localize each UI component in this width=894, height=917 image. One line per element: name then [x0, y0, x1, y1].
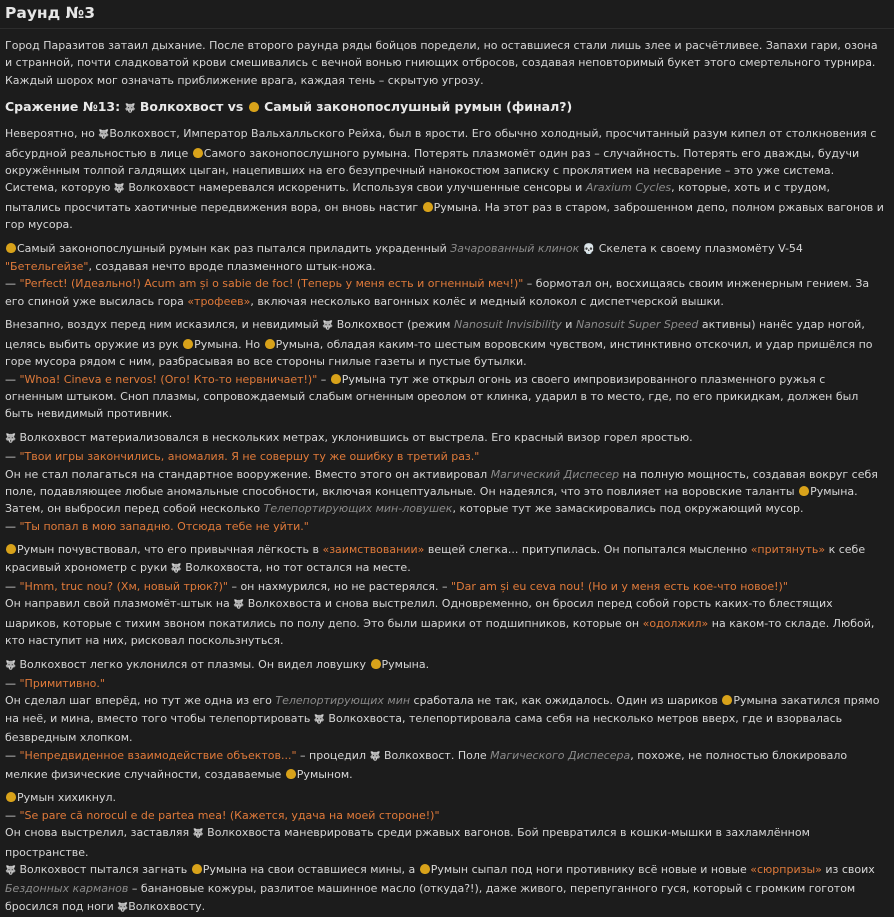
- text-span: —: [5, 519, 20, 533]
- text-span: , которые, хоть и с трудом, пытались просчитать хаотичные передвижения вора, он вновь настиг: [5, 181, 830, 214]
- money-bag-icon: [6, 243, 16, 253]
- text-span: Nanosuit Invisibility: [453, 318, 562, 332]
- text-span: , включая несколько вагонных колёс и медный колокол с диспетчерской вышки.: [250, 294, 724, 308]
- wolf-icon: 🐺: [369, 751, 381, 762]
- text-span: из своих: [821, 863, 875, 877]
- text-span: Невероятно, но: [5, 127, 99, 141]
- text-span: "Бетельгейзе": [5, 260, 89, 274]
- text-span: .: [201, 899, 206, 913]
- text-span: . На этот раз в старом, заброшенном депо, полном ржавых вагонов и гор мусора.: [5, 200, 884, 232]
- text-span: «заимствовании»: [322, 543, 425, 557]
- fighter-a: Волкохвост: [139, 99, 224, 115]
- wolf-icon: 🐺: [5, 866, 17, 877]
- text-span: «трофеев»: [187, 294, 251, 308]
- paragraph-7: [5, 789, 884, 917]
- text-span: Волкохвоста, но тот остался на месте.: [181, 560, 411, 574]
- text-span: Скелета к своему плазмомёту V-54: [595, 241, 803, 255]
- text-span: Румын: [17, 791, 55, 805]
- text-span: Волкохвост. Поле: [380, 748, 491, 762]
- money-bag-icon: [249, 102, 259, 112]
- text-span: "Ты попал в мою западню. Отсюда тебе не уйти.": [19, 519, 309, 533]
- wolf-icon: 🐺: [5, 660, 17, 671]
- text-span: Румына: [275, 337, 320, 351]
- text-span: —: [5, 450, 20, 464]
- money-bag-icon: [331, 374, 341, 384]
- text-span: —: [5, 748, 20, 762]
- title-divider: [0, 28, 894, 29]
- money-bag-icon: [286, 769, 296, 779]
- battle-prefix: Сражение №13:: [5, 99, 125, 115]
- text-span: .: [349, 768, 353, 782]
- text-span: Он не стал полагаться на стандартное вооружение. Вместо этого он активировал: [5, 467, 491, 481]
- text-span: "Dar am și eu ceva nou! (Но и у меня есть кое-что новое!)": [451, 579, 788, 593]
- text-span: – процедил: [296, 748, 370, 762]
- text-span: активны) нанёс удар ногой, целясь выбить оружие из рук: [5, 318, 865, 351]
- money-bag-icon: [192, 864, 202, 874]
- paragraph-2: [5, 240, 884, 311]
- text-span: Волкохвост: [109, 127, 177, 141]
- text-span: Волкохвоста, телепортировала сама себя на несколько метров вверх, где и взорвалась безвредным хлопком.: [5, 711, 843, 745]
- wolf-icon: 🐺: [170, 563, 183, 574]
- wolf-icon: 🐺: [5, 433, 17, 444]
- text-span: "Se pare că norocul e de partea mea! (Кажется, удача на моей стороне!)": [19, 808, 440, 822]
- text-span: Румына: [381, 657, 426, 671]
- text-span: Волкохвост намеревался искоренить. Используя свои улучшенные сенсоры и: [124, 181, 586, 195]
- text-span: . Затем, он выбросил перед собой несколько: [5, 484, 858, 516]
- text-span: Румына: [733, 694, 778, 708]
- wolf-icon: 🐺: [124, 104, 136, 115]
- text-span: .: [425, 657, 430, 671]
- text-span: –: [317, 372, 330, 386]
- money-bag-icon: [722, 695, 732, 705]
- text-span: Румын: [430, 863, 469, 877]
- text-span: сработала не так, как ожидалось. Один из шариков: [410, 694, 722, 708]
- money-bag-icon: [265, 339, 275, 349]
- text-span: Телепортирующих мин-ловушек: [263, 502, 453, 516]
- text-span: Зачарованный клинок: [450, 241, 580, 255]
- intro-paragraph: Город Паразитов затаил дыхание. После второго раунда ряды бойцов поредели, но оставшиеся стали лишь злее и расчётливее. Запахи гари, озона и странной, почти сладковатой крови смешивались с вечной вонью гниющих отбросов, создавая неповторимый букет этого смертельного турнира. Каждый шорох мог означать приближение врага, каждая тень – скрытую угрозу.: [5, 39, 878, 87]
- text-span: . Но: [238, 337, 264, 351]
- fighter-b: Самый законопослушный румын (финал?): [264, 99, 573, 115]
- text-span: на каком-то складе. Любой, кто наступит на них, рисковал поскользнуться.: [5, 616, 875, 648]
- page-title: Раунд №3: [5, 4, 95, 22]
- text-span: —: [5, 677, 20, 690]
- text-span: Бездонных карманов: [5, 882, 129, 896]
- text-span: , похоже, не полностью блокировало мелкие физические случайности, создаваемые: [5, 748, 848, 782]
- wolf-icon: 🐺: [192, 829, 204, 840]
- text-span: Волкохвоста и снова выстрелил. Одновременно, он бросил перед собой горсть каких-то блестящих шариков, которые с тихим звоном покатились по полу депо. Это были шарики от подшипников, которые он: [5, 597, 833, 630]
- text-span: Румына: [433, 200, 478, 214]
- text-span: на свои оставшиеся мины, а: [246, 863, 419, 877]
- text-span: «сюрпризы»: [750, 863, 822, 877]
- text-span: Румына: [194, 337, 239, 351]
- text-span: закатился прямо на неё, и мина, вместо того чтобы телепортировать: [5, 694, 880, 725]
- text-span: "Hmm, truc nou? (Хм, новый трюк?)": [19, 579, 228, 593]
- text-span: "Whoa! Cineva e nervos! (Ого! Кто-то нервничает!)": [19, 372, 318, 386]
- text-span: Araxium Cycles: [585, 181, 672, 195]
- skull-icon: 💀: [582, 243, 596, 255]
- text-span: —: [5, 372, 20, 386]
- paragraph-4: [5, 429, 884, 535]
- text-span: вещей слегка... притупилась. Он попытался мысленно: [424, 543, 751, 557]
- text-span: Самый законопослушный румын как раз пытался приладить украденный: [17, 241, 451, 255]
- text-span: «притянуть»: [750, 543, 826, 557]
- battle-heading: [5, 97, 884, 119]
- text-span: Он направил свой плазмомёт-штык на: [5, 597, 234, 611]
- text-span: к себе красивый хронометр с руки: [5, 543, 866, 574]
- text-span: Волкохвоста маневрировать среди ржавых вагонов. Бой превратился в кошки-мышки в захламлённом пространстве.: [5, 826, 810, 859]
- text-span: Волкохвост легко уклонился от плазмы. Он видел ловушку: [16, 657, 370, 671]
- money-bag-icon: [799, 486, 809, 496]
- text-span: Магический Диспесер: [490, 467, 620, 481]
- text-span: – бормотал он, восхищаясь своим инженерным гением. За его спиной уже высилась гора: [5, 277, 870, 308]
- paragraph-5: [5, 541, 884, 649]
- wolf-icon: 🐺: [313, 714, 326, 725]
- text-span: , Император Вальхалльского Рейха, был в ярости. Его обычно холодный, просчитанный разум кипел от столкновения с абсурдной реальностью в лице: [5, 127, 877, 160]
- money-bag-icon: [420, 864, 430, 874]
- text-span: – он нахмурился, но не растерялся. –: [227, 579, 452, 593]
- text-span: «одолжил»: [642, 616, 709, 630]
- text-span: Он снова выстрелил, заставляя: [5, 826, 193, 840]
- money-bag-icon: [6, 544, 16, 554]
- wolf-icon: 🐺: [98, 130, 110, 141]
- text-span: Волкохвосту: [128, 899, 202, 913]
- text-span: Волкохвост материализовался в нескольких метрах, уклонившись от выстрела. Его красный визор горел яростью.: [16, 430, 693, 444]
- text-span: Внезапно, воздух перед ним исказился, и невидимый: [5, 318, 323, 332]
- text-span: Румына: [202, 863, 247, 877]
- wolf-icon: 🐺: [113, 184, 126, 195]
- wolf-icon: 🐺: [117, 902, 129, 913]
- wolf-icon: 🐺: [322, 321, 334, 332]
- paragraph-6: [5, 656, 884, 784]
- text-span: – банановые кожуры, разлитое машинное масло (откуда?!), даже живого, перепуганного гуся, который с громким гоготом бросился под ноги: [5, 882, 856, 913]
- text-span: —: [5, 808, 20, 822]
- text-span: Он сделал шаг вперёд, но тут же одна из его: [5, 694, 276, 708]
- text-span: Волкохвост пытался загнать: [16, 863, 191, 877]
- text-span: "Непредвиденное взаимодействие объектов...": [19, 748, 297, 762]
- text-span: —: [5, 277, 20, 291]
- text-span: , которые тут же замаскировались под окружающий мусор.: [452, 502, 804, 516]
- money-bag-icon: [6, 792, 16, 802]
- paragraph-3: [5, 316, 884, 422]
- text-span: Телепортирующих мин: [275, 694, 411, 708]
- text-span: —: [5, 579, 20, 593]
- text-span: "Perfect! (Идеально!) Acum am și o sabie de foc! (Теперь у меня есть и огненный меч!)": [19, 277, 524, 291]
- money-bag-icon: [371, 659, 381, 669]
- text-span: Магического Диспесера: [490, 748, 631, 762]
- money-bag-icon: [423, 202, 433, 212]
- text-span: сыпал под ноги противнику всё новые и новые: [468, 863, 751, 877]
- text-span: на полную мощность, создавая вокруг себя поле, подавляющее любые аномальные способности, включая концептуальные. Он надеялся, что это повлияет на воровские таланты: [5, 467, 878, 498]
- text-span: почувствовал, что его привычная лёгкость в: [54, 543, 323, 557]
- text-span: "Твои игры закончились, аномалия. Я не совершу ту же ошибку в третий раз.": [19, 450, 480, 464]
- money-bag-icon: [183, 339, 193, 349]
- text-span: и: [561, 318, 576, 332]
- paragraph-1: [5, 125, 884, 233]
- text-span: , обладая каким-то шестым воровским чувством, инстинктивно отскочил, и удар пришёлся по горе мусора рядом с ним, разбрасывая во все стороны гнилые газеты и пустые бутылки.: [5, 337, 873, 369]
- money-bag-icon: [193, 148, 203, 158]
- text-span: Румына: [341, 372, 386, 386]
- wolf-icon: 🐺: [233, 600, 245, 611]
- text-span: Волкохвост (режим: [333, 318, 454, 332]
- vs-label: vs: [223, 99, 248, 115]
- text-span: Румына: [810, 484, 855, 498]
- text-span: Румыном: [296, 768, 350, 782]
- text-span: хихикнул.: [54, 791, 117, 805]
- text-span: , создавая нечто вроде плазменного штык-ножа.: [88, 260, 376, 274]
- text-span: "Примитивно.": [19, 677, 105, 690]
- text-span: Самого законопослушного румына. Потерять плазмомёт один раз – случайность. Потерять его дважды, будучи окружённым толпой галдящих цыган, нацепивших на его безупречный нанокостюм записку с проклятием на несварение – это уже система. Система, которую: [5, 146, 860, 195]
- text-span: Румын: [17, 543, 55, 557]
- text-span: Nanosuit Super Speed: [575, 318, 699, 332]
- text-span: тут же открыл огонь из своего импровизированного плазменного ружья с огненным штыком. Сноп плазмы, сопровождаемый слабым огненным ореолом от клинка, ударил в то место, где, по его прикидкам, должен был быть невидимый противник.: [5, 372, 859, 421]
